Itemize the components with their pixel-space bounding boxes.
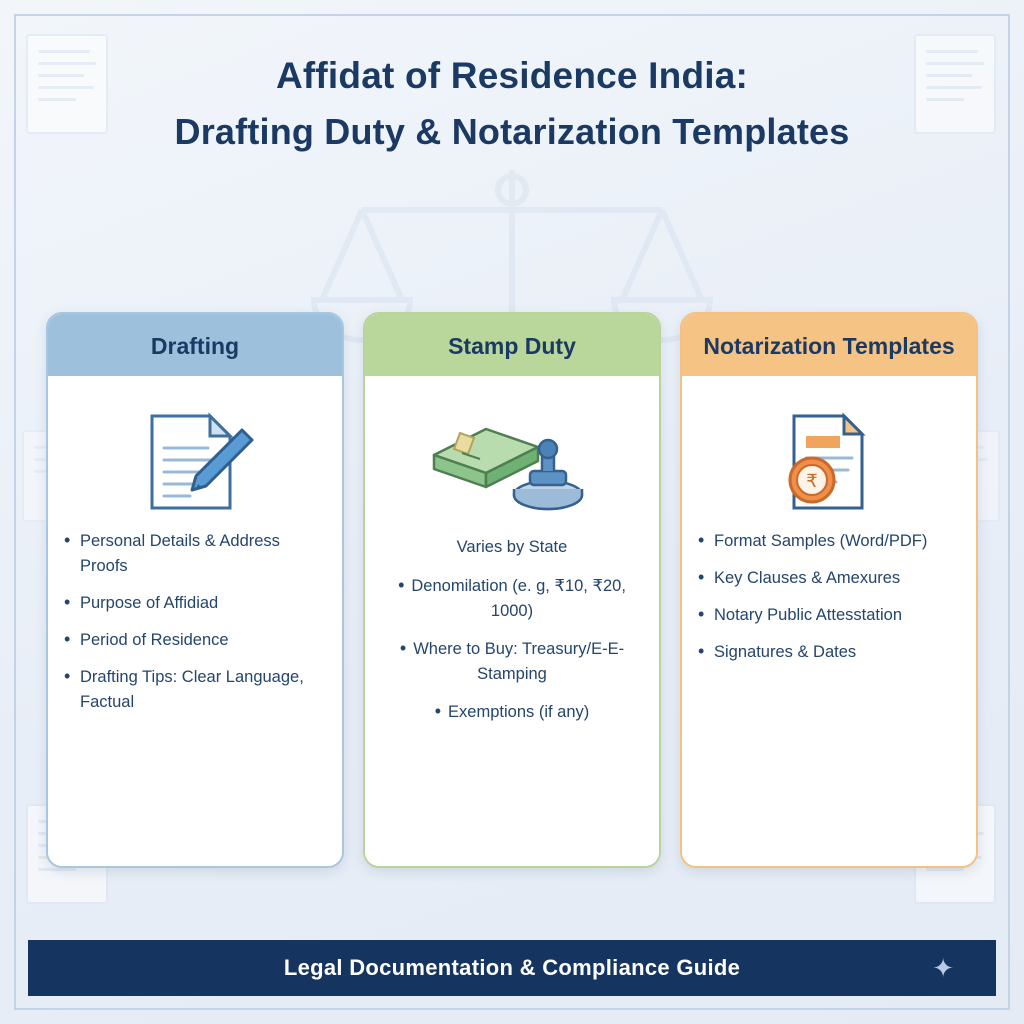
svg-text:₹: ₹ bbox=[806, 470, 818, 492]
list-item: • Purpose of Affidiad bbox=[62, 591, 328, 616]
card-row bbox=[46, 312, 978, 868]
card-drafting-body bbox=[48, 376, 342, 866]
list-item: • Period of Residence bbox=[62, 628, 328, 653]
list-item: • Where to Buy: Treasury/E-E-Stamping bbox=[379, 636, 645, 687]
title-line-2: Drafting Duty & Notarization Templates bbox=[174, 111, 850, 152]
list-item: • Personal Details & Address Proofs bbox=[62, 529, 328, 579]
footer-text: Legal Documentation & Compliance Guide bbox=[283, 955, 741, 980]
title-line-1: Affidat of Residence India: bbox=[275, 55, 749, 96]
card-stamp-duty-note: Varies by State bbox=[456, 538, 568, 556]
card-notarization-templates[interactable] bbox=[680, 312, 978, 868]
list-item: • Key Clauses & Amexures bbox=[696, 566, 962, 591]
list-item: • Exemptions (if any) bbox=[435, 699, 590, 725]
list-item: • Signatures & Dates bbox=[696, 640, 962, 665]
card-drafting[interactable] bbox=[46, 312, 344, 868]
card-stamp-duty[interactable] bbox=[363, 312, 661, 868]
list-item: • Format Samples (Word/PDF) bbox=[696, 529, 962, 554]
footer-banner bbox=[28, 940, 996, 996]
poster-title bbox=[0, 48, 1024, 160]
card-notarization-bullets bbox=[696, 529, 962, 665]
card-stamp-duty-bullets bbox=[379, 573, 645, 737]
list-item: • Denomilation (e. g, ₹10, ₹20, 1000) bbox=[379, 573, 645, 624]
sparkle-icon: ✦ bbox=[932, 953, 954, 983]
cash-stack-and-stamp-icon bbox=[379, 394, 645, 529]
card-notarization-heading: Notarization Templates bbox=[682, 314, 976, 376]
list-item: • Notary Public Attesstation bbox=[696, 603, 962, 628]
card-stamp-duty-body bbox=[365, 376, 659, 866]
card-stamp-duty-heading: Stamp Duty bbox=[365, 314, 659, 376]
list-item: • Drafting Tips: Clear Language, Factual bbox=[62, 665, 328, 715]
notarized-document-seal-icon bbox=[696, 394, 962, 529]
card-notarization-body bbox=[682, 376, 976, 866]
document-with-pen-icon bbox=[62, 394, 328, 529]
card-drafting-bullets bbox=[62, 529, 328, 715]
card-drafting-heading: Drafting bbox=[48, 314, 342, 376]
